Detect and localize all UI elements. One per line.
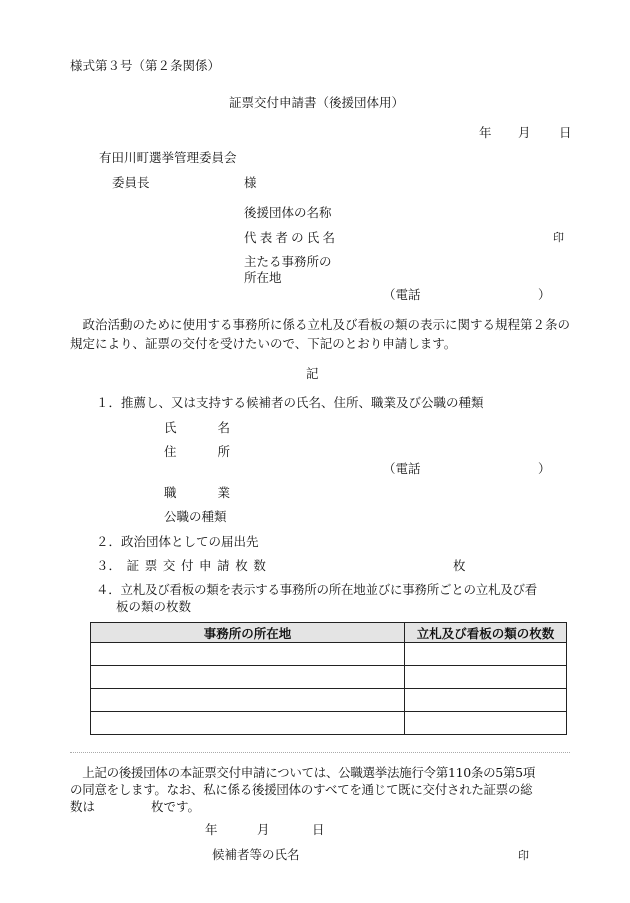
consent-line2: の同意をします。なお、私に係る後援団体のすべてを通じて既に交付された証票の総 xyxy=(70,782,533,797)
section-divider xyxy=(70,752,570,753)
table-cell-location[interactable] xyxy=(91,666,405,689)
office-label-line1: 主たる事務所の xyxy=(244,254,332,269)
table-cell-location[interactable] xyxy=(91,689,405,712)
document-title: 証票交付申請書（後援団体用） xyxy=(229,95,405,110)
table-cell-count[interactable] xyxy=(405,689,567,712)
consent-line3-end: 枚です。 xyxy=(151,799,201,814)
sheets-unit: 枚 xyxy=(453,558,466,573)
consent-line3-start: 数は xyxy=(70,799,96,814)
rep-name-label: 代 表 者 の 氏 名 xyxy=(244,230,335,245)
office-signboard-table xyxy=(90,622,567,735)
committee-name: 有田川町選挙管理委員会 xyxy=(99,150,237,165)
consent-date-year: 年 xyxy=(205,822,218,837)
candidate-phone-close: ） xyxy=(538,461,551,476)
item-4-line2: 板の類の枚数 xyxy=(116,599,192,614)
item-1: １．推薦し、又は支持する候補者の氏名、住所、職業及び公職の種類 xyxy=(96,395,484,410)
table-header-location: 事務所の所在地 xyxy=(91,623,405,643)
office-type-label: 公職の種類 xyxy=(164,509,227,524)
table-header-count: 立札及び看板の類の枚数 xyxy=(405,623,567,643)
table-cell-count[interactable] xyxy=(405,666,567,689)
candidate-address-label: 住 所 xyxy=(164,444,230,459)
office-label-line2: 所在地 xyxy=(244,270,282,285)
ki-heading: 記 xyxy=(306,366,319,381)
candidate-phone-open: （電話 xyxy=(383,461,421,476)
date-year: 年 xyxy=(479,125,492,140)
candidate-signature-label: 候補者等の氏名 xyxy=(212,847,300,862)
phone-open: （電話 xyxy=(383,287,421,302)
occupation-label: 職 業 xyxy=(164,485,230,500)
candidate-name-label: 氏 名 xyxy=(164,420,230,435)
table-header-row xyxy=(91,623,567,643)
consent-date-month: 月 xyxy=(257,822,270,837)
table-row xyxy=(91,689,567,712)
org-name-label: 後援団体の名称 xyxy=(244,205,332,220)
table-cell-count[interactable] xyxy=(405,643,567,666)
table-row xyxy=(91,643,567,666)
candidate-seal-mark: 印 xyxy=(518,849,529,862)
honorific: 様 xyxy=(244,175,257,190)
date-month: 月 xyxy=(518,125,531,140)
item-4-line1: ４．立札及び看板の類を表示する事務所の所在地並びに事務所ごとの立札及び看 xyxy=(96,582,538,597)
table-cell-location[interactable] xyxy=(91,643,405,666)
intro-paragraph: 政治活動のために使用する事務所に係る立札及び看板の類の表示に関する規程第２条の規定により、証票の交付を受けたいので、下記のとおり申請します。 xyxy=(70,317,571,351)
item-3: ３． 証 票 交 付 申 請 枚 数 xyxy=(96,558,266,573)
date-day: 日 xyxy=(559,125,572,140)
table-cell-location[interactable] xyxy=(91,712,405,735)
consent-date-day: 日 xyxy=(312,822,325,837)
consent-line1: 上記の後援団体の本証票交付申請については、公職選挙法施行令第110条の5第5項 xyxy=(70,765,536,780)
chair-title: 委員長 xyxy=(112,175,150,190)
form-number: 様式第３号（第２条関係） xyxy=(70,58,221,73)
seal-mark: 印 xyxy=(553,231,564,244)
table-cell-count[interactable] xyxy=(405,712,567,735)
table-row xyxy=(91,666,567,689)
phone-close: ） xyxy=(538,287,551,302)
table-row xyxy=(91,712,567,735)
item-2: ２．政治団体としての届出先 xyxy=(96,534,259,549)
